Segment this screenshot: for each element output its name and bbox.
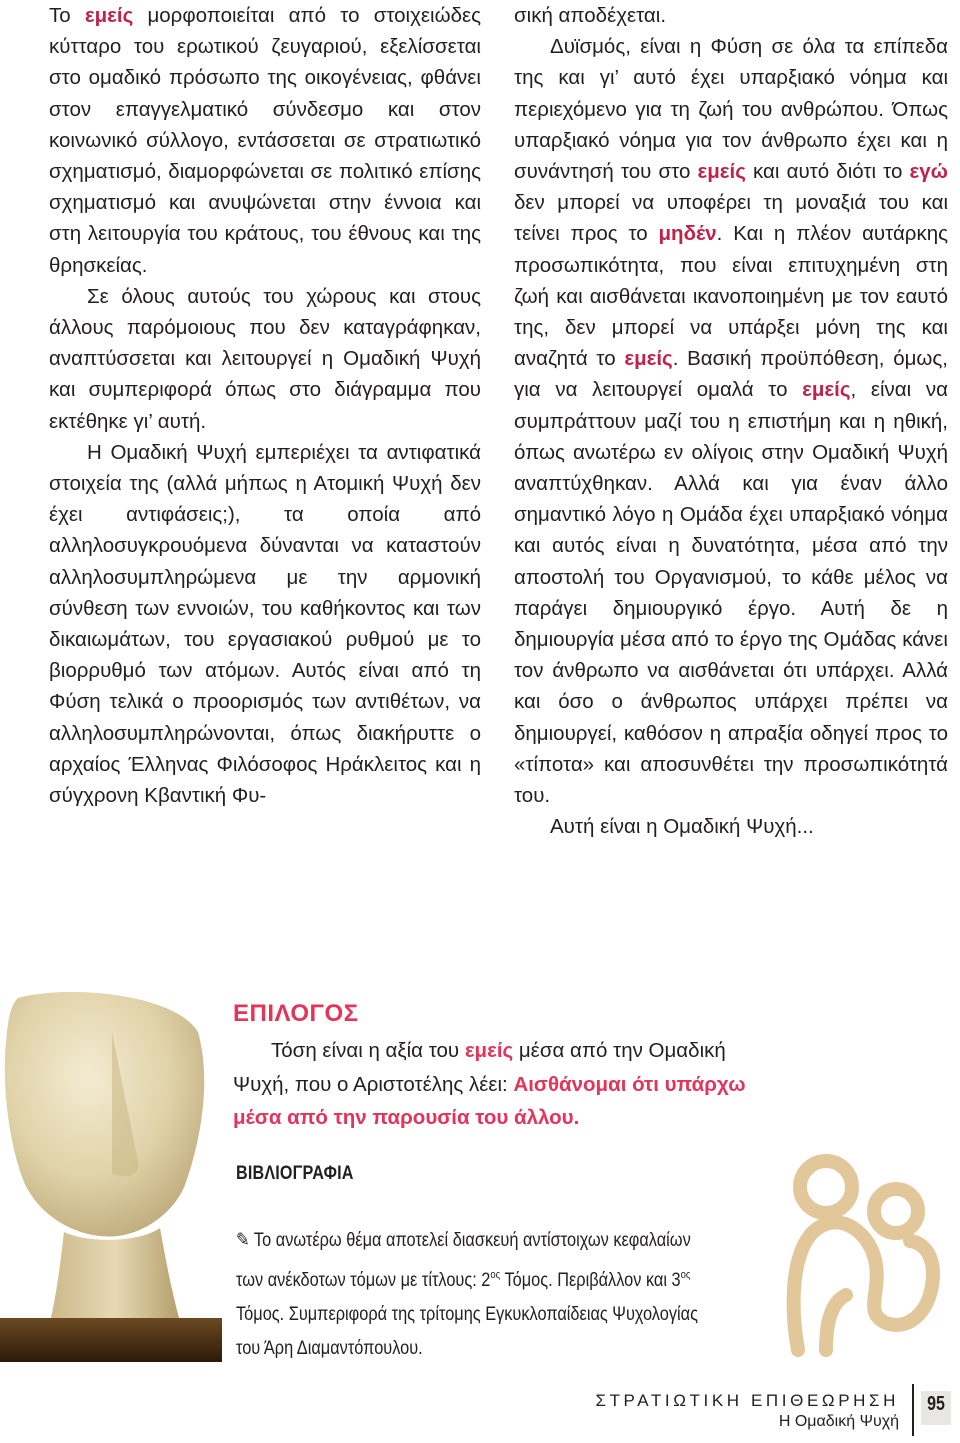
pencil-icon: ✎ [236, 1230, 250, 1251]
section-title: Η Ομαδική Ψυχή [778, 1413, 899, 1430]
page-number: 95 [927, 1393, 945, 1415]
bibliography-heading: ΒΙΒΛΙΟΓΡΑΦΙΑ [236, 1163, 354, 1184]
bibliography-text [236, 1224, 718, 1366]
paragraph: Τόση είναι η αξία του εμείς μέσα από την Ομαδική Ψυχή, που ο Αριστοτέλης λέει: Αισθάνομαι ότι υπάρχω μέσα από την παρουσία του άλλου. [233, 1039, 746, 1129]
paragraph: σική αποδέχεται. [514, 4, 667, 27]
paragraph: Η Ομαδική Ψυχή εμπεριέχει τα αντιφατικά στοιχεία της (αλλά μήπως η Ατομική Ψυχή δεν έχει αντιφάσεις;), τα οποία από αλληλοσυγκρουόμενα δύνανται να καταστούν αλληλοσυμπληρώμενα με την αρμονική σύνθεση των εννοιών, του καθήκοντος και των δικαιωμάτων, του εργασιακού ρυθμού με το βιορρυθμό των ατόμων. Αυτός είναι από τη Φύση τελικά ο προορισμός των αντιθέτων, να αλληλοσυμπληρώνονται, όπως διακήρυττε ο αρχαίος Έλληνας Φιλόσοφος Ηράκλειτος και η σύγχρονη Κβαντική Φυ- [49, 440, 481, 808]
keyword-miden: μηδέν [658, 222, 717, 246]
cycladic-head-image [0, 992, 222, 1362]
epilogue-heading: ΕΠΙΛΟΓΟΣ [233, 1000, 359, 1027]
keyword-emeis: εμείς [464, 1039, 514, 1062]
paragraph: Δυϊσμός, είναι η Φύση σε όλα τα επίπεδα της και γι’ αυτό έχει υπαρξιακό νόημα και περιεχόμενο για τη ζωή του ανθρώπου. Όπως υπαρξιακό νόημα για τον άνθρωπο έχει και η συνάντησή του στο εμείς και αυτό διότι το εγώ δεν μπορεί να υποφέρει τη μοναξιά του και τείνει προς το μηδέν. Και η πλέον αυτάρκης προσωπικότητα, που είναι επιτυχημένη στη ζωή και αισθάνεται ικανοποιημένη με τον εαυτό της, δεν μπορεί να υπάρξει μόνη της και αναζητά το εμείς. Βασική προϋπόθεση, όμως, για να λειτουργεί ομαλά το εμείς, είναι να συμπράττουν μαζί του η επιστήμη και η ηθική, όπως ανωτέρω εν ολίγοις στην Ομαδική Ψυχή αναπτύχθηκαν. Αλλά και για έναν άλλο σημαντικό λόγο η Ομάδα έχει υπαρξιακό νόημα και αυτός είναι η δυνατότητα, μέσα από την αποστολή του Οργανισμού, το κάθε μέλος να παράγει δημιουργικό έργο. Αυτή δε η δημιουργία μέσα από το έργο της Ομάδας κάνει τον άνθρωπο να αισθάνεται ότι υπάρχει. Αλλά και όσο ο άνθρωπος υπάρχει πρέπει να δημιουργεί, καθόσον η απραξία οδηγεί προς το «τίποτα» και αποσυνθέτει την προσωπικότητά του. [514, 35, 948, 808]
keyword-emeis: εμείς [802, 378, 851, 402]
epilogue-text [233, 1034, 765, 1135]
paragraph: Αυτή είναι η Ομαδική Ψυχή... [550, 815, 814, 839]
aristotle-quote: Αισθάνομαι ότι υπάρχω μέσα από την παρουσία του άλλου. [233, 1072, 746, 1129]
keyword-emeis: εμείς [624, 347, 673, 371]
left-column [49, 0, 481, 811]
footer-divider [912, 1384, 914, 1436]
paragraph: Το εμείς μορφοποιείται από το στοιχειώδες κύτταρο του ερωτικού ζευγαριού, εξελίσσεται στο ομαδικό πρόσωπο της οικογένειας, φθάνει στον επαγγελματικό σύνδεσμο και στον κοινωνικό σύλλογο, εντάσσεται σε στρατιωτικό σχηματισμό, διαμορφώνεται σε πολιτικό επίσης σχηματισμό και ανυψώνεται στην έννοια και στη λειτουργία του κράτους, του έθνους και της θρησκείας. [49, 4, 481, 277]
paragraph: Σε όλους αυτούς του χώρους και στους άλλους παρόμοιους που δεν καταγράφηκαν, αναπτύσσεται και λειτουργεί η Ομαδική Ψυχή και συμπεριφορά όπως στο διάγραμμα που εκτέθηκε γι’ αυτή. [49, 284, 481, 433]
right-column [514, 0, 948, 842]
magazine-title: ΣΤΡΑΤΙΩΤΙΚΗ ΕΠΙΘΕΩΡΗΣΗ [595, 1391, 899, 1410]
keyword-emeis: εμείς [84, 4, 134, 27]
family-logo [768, 1145, 958, 1360]
keyword-emeis: εμείς [697, 160, 746, 184]
keyword-ego: εγώ [909, 160, 948, 184]
paragraph: ✎ Το ανωτέρω θέμα αποτελεί διασκευή αντίστοιχων κεφαλαίων των ανέκδοτων τόμων με τίτλους: $2^{o\varsigma}$ Τόμος. Περιβάλλον και $3^{o\varsigma}$ Τόμος. Συμπεριφορά της τρίτομης Εγκυκλοπαίδειας Ψυχολογίας του Άρη Διαμαντόπουλου. [236, 1230, 698, 1359]
